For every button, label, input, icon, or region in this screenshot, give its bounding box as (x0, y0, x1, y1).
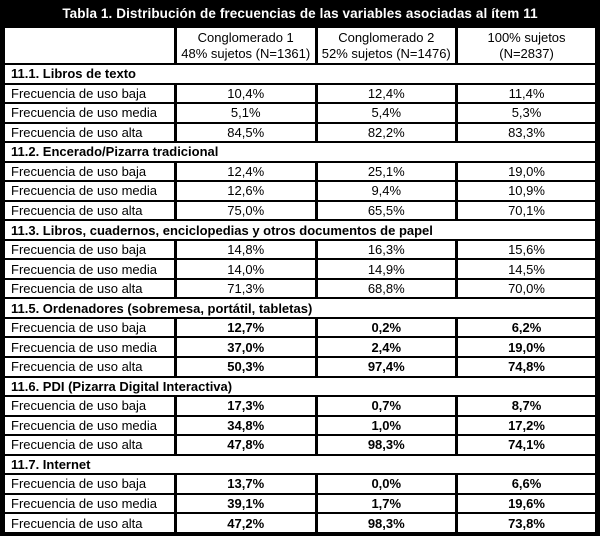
table-row (4, 435, 597, 455)
table-row (4, 181, 597, 201)
value-cell: 47,2% (175, 513, 316, 533)
value-cell: 0,0% (316, 474, 457, 494)
section-header-row (4, 142, 597, 162)
value-cell: 50,3% (175, 357, 316, 377)
header-cell-empty (4, 27, 176, 64)
value-cell: 10,4% (175, 84, 316, 104)
value-cell: 0,7% (316, 396, 457, 416)
value-cell: 1,7% (316, 494, 457, 514)
section-header-row (4, 64, 597, 84)
table-row (4, 162, 597, 182)
value-cell: 12,6% (175, 181, 316, 201)
frequency-table (2, 26, 598, 534)
table-row (4, 240, 597, 260)
value-cell: 70,1% (457, 201, 597, 221)
column-subtitle: 48% sujetos (N=1361) (181, 45, 311, 61)
value-cell: 84,5% (175, 123, 316, 143)
table-row (4, 201, 597, 221)
value-cell: 74,8% (457, 357, 597, 377)
section-header-row (4, 298, 597, 318)
row-label: Frecuencia de uso media (4, 494, 176, 514)
value-cell: 5,4% (316, 103, 457, 123)
column-title: Conglomerado 1 (197, 29, 294, 45)
value-cell: 14,0% (175, 259, 316, 279)
table-row (4, 474, 597, 494)
table-row (4, 259, 597, 279)
value-cell: 14,5% (457, 259, 597, 279)
value-cell: 19,0% (457, 162, 597, 182)
frequency-table-wrap (0, 26, 600, 536)
row-label: Frecuencia de uso alta (4, 435, 176, 455)
row-label: Frecuencia de uso baja (4, 240, 176, 260)
value-cell: 9,4% (316, 181, 457, 201)
table-row (4, 513, 597, 533)
value-cell: 13,7% (175, 474, 316, 494)
row-label: Frecuencia de uso baja (4, 84, 176, 104)
value-cell: 98,3% (316, 435, 457, 455)
value-cell: 6,2% (457, 318, 597, 338)
value-cell: 98,3% (316, 513, 457, 533)
column-title: Conglomerado 2 (338, 29, 435, 45)
value-cell: 39,1% (175, 494, 316, 514)
value-cell: 0,2% (316, 318, 457, 338)
section-title: 11.2. Encerado/Pizarra tradicional (4, 142, 597, 162)
column-subtitle: (N=2837) (499, 45, 554, 61)
table-row (4, 416, 597, 436)
value-cell: 47,8% (175, 435, 316, 455)
value-cell: 17,3% (175, 396, 316, 416)
value-cell: 97,4% (316, 357, 457, 377)
value-cell: 73,8% (457, 513, 597, 533)
section-title: 11.1. Libros de texto (4, 64, 597, 84)
value-cell: 25,1% (316, 162, 457, 182)
row-label: Frecuencia de uso alta (4, 513, 176, 533)
table-row (4, 279, 597, 299)
value-cell: 70,0% (457, 279, 597, 299)
section-header-row (4, 455, 597, 475)
value-cell: 82,2% (316, 123, 457, 143)
section-header-row (4, 377, 597, 397)
value-cell: 15,6% (457, 240, 597, 260)
value-cell: 12,7% (175, 318, 316, 338)
value-cell: 11,4% (457, 84, 597, 104)
value-cell: 14,9% (316, 259, 457, 279)
table-row (4, 84, 597, 104)
value-cell: 10,9% (457, 181, 597, 201)
row-label: Frecuencia de uso media (4, 416, 176, 436)
value-cell: 12,4% (175, 162, 316, 182)
header-cell-conglomerado-1 (175, 27, 316, 64)
row-label: Frecuencia de uso alta (4, 201, 176, 221)
value-cell: 5,3% (457, 103, 597, 123)
value-cell: 37,0% (175, 337, 316, 357)
header-row (4, 27, 597, 64)
table-row (4, 337, 597, 357)
table-row (4, 396, 597, 416)
value-cell: 19,6% (457, 494, 597, 514)
value-cell: 6,6% (457, 474, 597, 494)
value-cell: 1,0% (316, 416, 457, 436)
column-title: 100% sujetos (487, 29, 566, 45)
table-row (4, 357, 597, 377)
row-label: Frecuencia de uso media (4, 259, 176, 279)
section-title: 11.7. Internet (4, 455, 597, 475)
value-cell: 2,4% (316, 337, 457, 357)
value-cell: 5,1% (175, 103, 316, 123)
value-cell: 17,2% (457, 416, 597, 436)
table-row (4, 494, 597, 514)
table-row (4, 103, 597, 123)
value-cell: 74,1% (457, 435, 597, 455)
value-cell: 65,5% (316, 201, 457, 221)
value-cell: 14,8% (175, 240, 316, 260)
section-header-row (4, 220, 597, 240)
row-label: Frecuencia de uso media (4, 181, 176, 201)
value-cell: 12,4% (316, 84, 457, 104)
row-label: Frecuencia de uso baja (4, 162, 176, 182)
value-cell: 83,3% (457, 123, 597, 143)
value-cell: 16,3% (316, 240, 457, 260)
value-cell: 71,3% (175, 279, 316, 299)
row-label: Frecuencia de uso alta (4, 357, 176, 377)
value-cell: 68,8% (316, 279, 457, 299)
value-cell: 8,7% (457, 396, 597, 416)
table-row (4, 123, 597, 143)
row-label: Frecuencia de uso alta (4, 279, 176, 299)
row-label: Frecuencia de uso media (4, 103, 176, 123)
header-cell-conglomerado-2 (316, 27, 457, 64)
section-title: 11.5. Ordenadores (sobremesa, portátil, tabletas) (4, 298, 597, 318)
header-cell-total (457, 27, 597, 64)
row-label: Frecuencia de uso baja (4, 318, 176, 338)
row-label: Frecuencia de uso baja (4, 396, 176, 416)
table-title: Tabla 1. Distribución de frecuencias de las variables asociadas al ítem 11 (0, 0, 600, 26)
value-cell: 75,0% (175, 201, 316, 221)
row-label: Frecuencia de uso baja (4, 474, 176, 494)
section-title: 11.3. Libros, cuadernos, enciclopedias y otros documentos de papel (4, 220, 597, 240)
section-title: 11.6. PDI (Pizarra Digital Interactiva) (4, 377, 597, 397)
value-cell: 19,0% (457, 337, 597, 357)
row-label: Frecuencia de uso alta (4, 123, 176, 143)
table-row (4, 318, 597, 338)
value-cell: 34,8% (175, 416, 316, 436)
column-subtitle: 52% sujetos (N=1476) (321, 45, 451, 61)
row-label: Frecuencia de uso media (4, 337, 176, 357)
